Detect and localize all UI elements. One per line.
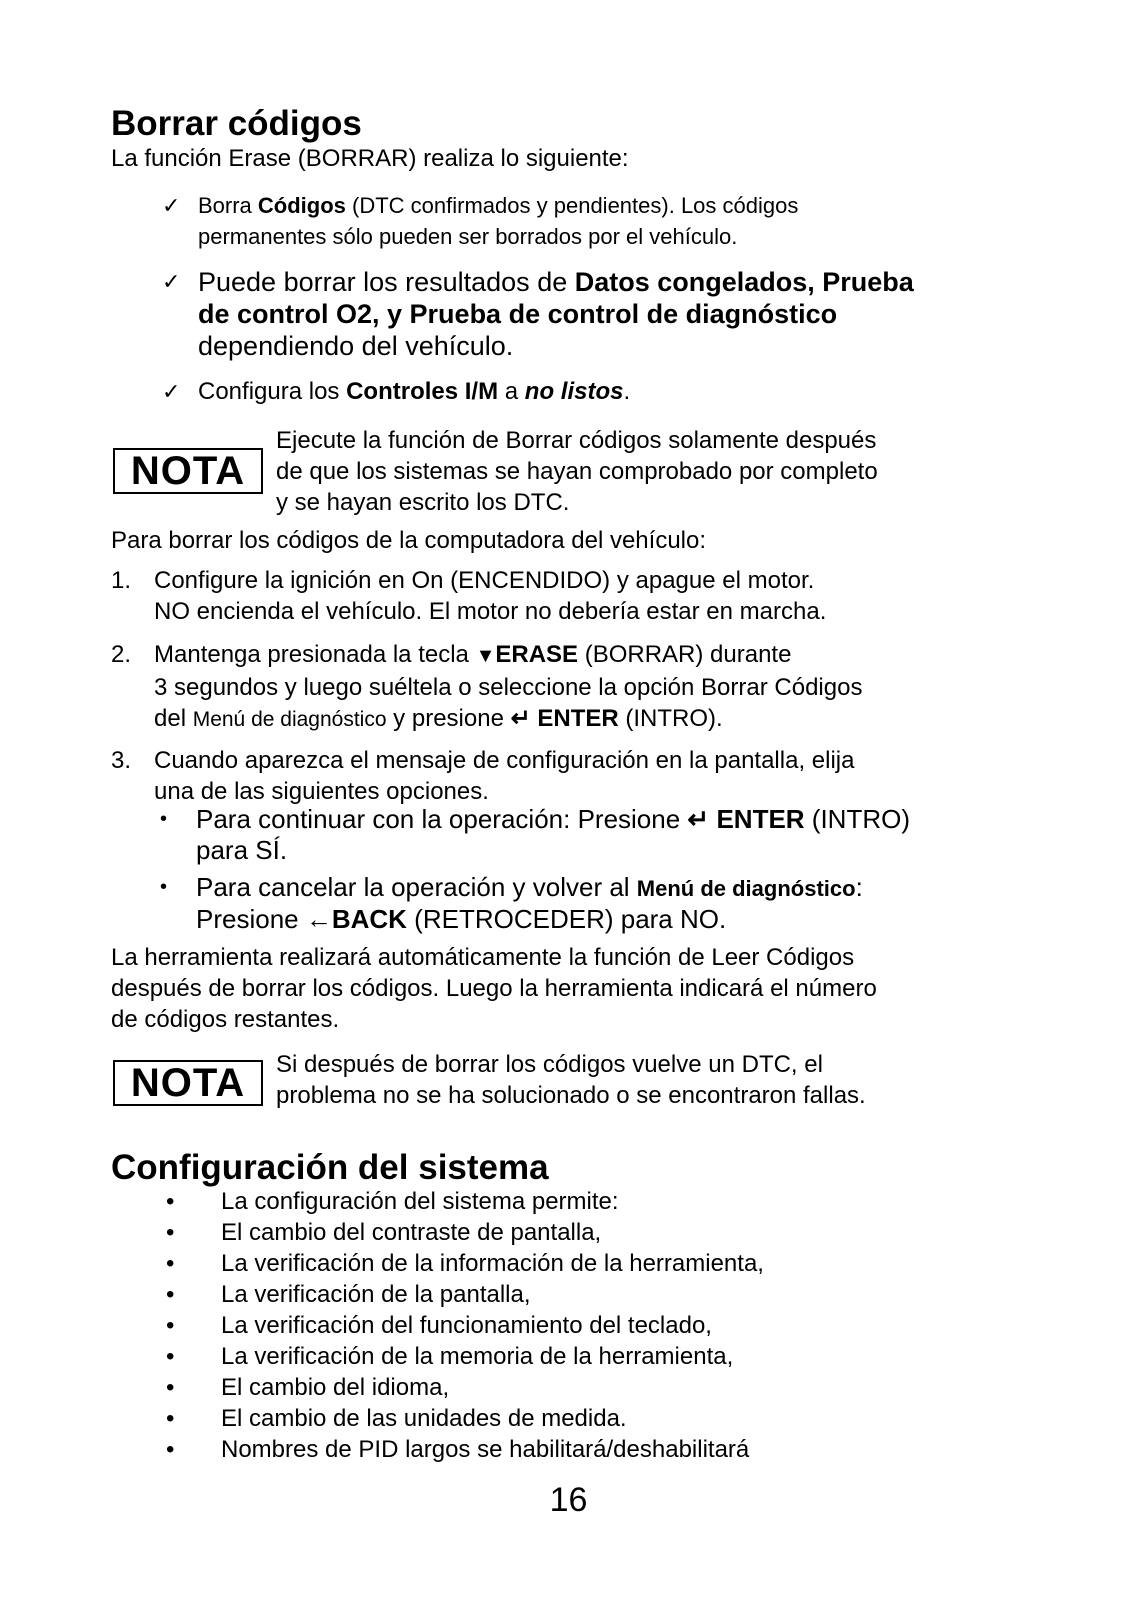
list-item: • La configuración del sistema permite:	[166, 1188, 619, 1215]
nota-badge: NOTA	[113, 1060, 263, 1106]
check-item-3: ✓ Configura los Controles I/M a no listos.	[162, 378, 631, 405]
system-list	[166, 1186, 966, 1465]
nota-text: Ejecute la función de Borrar códigos solamente después de que los sistemas se hayan comprobado por completo y se hayan escrito los DTC.	[276, 427, 878, 516]
bullet-icon: •	[160, 876, 168, 898]
list-item: • El cambio del idioma,	[166, 1374, 450, 1401]
option-cancel: • Para cancelar la operación y volver al Menú de diagnóstico: Presione ←BACK (RETROCEDER) para NO.	[160, 872, 863, 934]
list-item: • El cambio de las unidades de medida.	[166, 1405, 627, 1432]
option-continue: • Para continuar con la operación: Presione ↵ ENTER (INTRO) para SÍ.	[160, 804, 910, 865]
checkmark-icon: ✓	[162, 269, 181, 294]
list-item: • La verificación de la información de la herramienta,	[166, 1250, 764, 1277]
list-item: • La verificación de la memoria de la herramienta,	[166, 1343, 734, 1370]
down-triangle-icon: ▼	[475, 645, 496, 667]
step-3: 3. Cuando aparezca el mensaje de configuración en la pantalla, elija una de las siguientes opciones.	[111, 747, 855, 805]
bullet-icon: •	[166, 1405, 175, 1432]
nota-badge: NOTA	[113, 448, 263, 494]
checkmark-icon: ✓	[162, 193, 181, 218]
after-erase-paragraph: La herramienta realizará automáticamente la función de Leer Códigos después de borrar los códigos. Luego la herramienta indicará el número de códigos restantes.	[111, 944, 877, 1033]
enter-return-icon: ↵	[687, 804, 710, 834]
nota-text: Si después de borrar los códigos vuelve un DTC, el problema no se ha solucionado o se encontraron fallas.	[276, 1051, 866, 1109]
list-item: • Nombres de PID largos se habilitará/deshabilitará	[166, 1436, 750, 1463]
steps-intro: Para borrar los códigos de la computadora del vehículo:	[111, 527, 707, 554]
bullet-icon: •	[166, 1250, 175, 1277]
check-item-1: ✓ Borra Códigos (DTC confirmados y pendientes). Los códigos permanentes sólo pueden ser borrados por el vehículo.	[162, 190, 922, 252]
bullet-icon: •	[166, 1188, 175, 1215]
erase-intro: La función Erase (BORRAR) realiza lo siguiente:	[111, 145, 629, 172]
step-1: 1. Configure la ignición en On (ENCENDIDO) y apague el motor. NO encienda el vehículo. El motor no debería estar en marcha.	[111, 567, 827, 625]
enter-return-icon: ↵	[510, 705, 531, 732]
page-number: 16	[549, 1481, 588, 1519]
bullet-icon: •	[166, 1374, 175, 1401]
list-item: • La verificación del funcionamiento del teclado,	[166, 1312, 712, 1339]
bullet-icon: •	[166, 1281, 175, 1308]
bullet-icon: •	[166, 1312, 175, 1339]
list-item: • El cambio del contraste de pantalla,	[166, 1219, 602, 1246]
bullet-icon: •	[166, 1219, 175, 1246]
back-arrow-icon: ←	[305, 904, 332, 934]
section-title-system: Configuración del sistema	[111, 1148, 549, 1187]
bullet-icon: •	[166, 1343, 175, 1370]
list-item: • La verificación de la pantalla,	[166, 1281, 531, 1308]
checkmark-icon: ✓	[162, 379, 181, 404]
bullet-icon: •	[160, 808, 168, 830]
step-2: 2. Mantenga presionada la tecla ▼ERASE (BORRAR) durante 3 segundos y luego suéltela o seleccione la opción Borrar Códigos del Menú de diagnóstico y presione ↵ ENTER (INTRO).	[111, 641, 863, 732]
section-title-erase: Borrar códigos	[111, 104, 362, 143]
check-item-2: ✓ Puede borrar los resultados de Datos congelados, Prueba de control O2, y Prueba de control de diagnóstico dependiendo del vehículo.	[162, 267, 914, 361]
bullet-icon: •	[166, 1436, 175, 1463]
